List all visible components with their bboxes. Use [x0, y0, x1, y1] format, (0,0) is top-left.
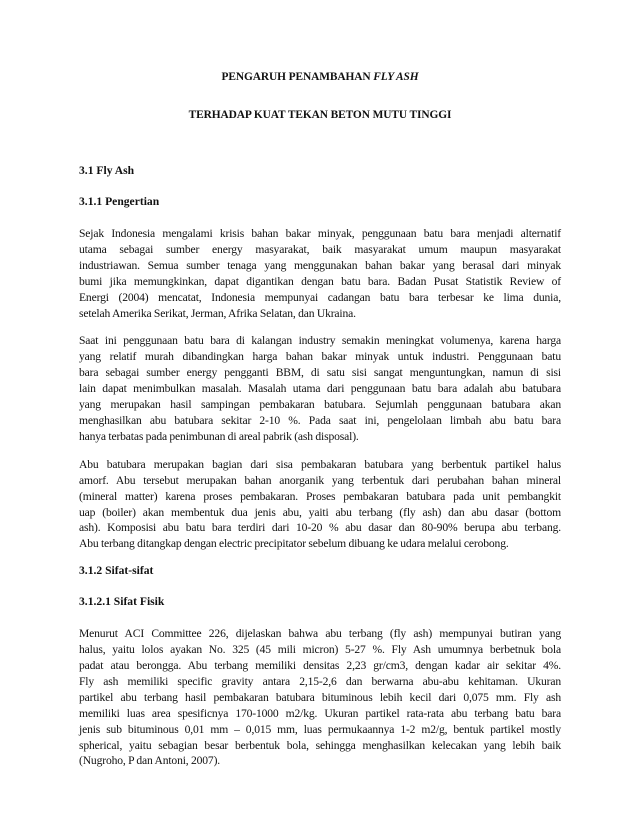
- paragraph-line: hanya terbatas pada penimbunan di areal pabrik (ash disposal).: [79, 429, 359, 443]
- paragraph-line: bumi jika memungkinkan, dapat digantikan dengan batu bara. Badan Pusat Statistik Review of: [79, 274, 561, 288]
- paragraph-line: uap (boiler) akan membentuk dua jenis abu, yaiti abu terbang (fly ash) dan abu dasar (bottom: [79, 505, 561, 519]
- section-heading-3-1-1: 3.1.1 Pengertian: [79, 195, 160, 208]
- paragraph-line: (Nugroho, P dan Antoni, 2007).: [79, 754, 221, 768]
- paragraph-line: menghasilkan abu batubara sekitar 2-10 %. Pada saat ini, pengelolaan limbah abu batu bara: [79, 413, 561, 427]
- paragraph-line: industriawan. Semua sumber tenaga yang menggunakan bahan bakar yang berasal dari minyak: [79, 258, 561, 272]
- paragraph-line: spherical, yaitu sebagian besar berbentuk bola, sehingga menghasilkan kelecakan yang lebih baik: [79, 738, 561, 752]
- paragraph-line: Fly ash memiliki specific gravity antara 2,15-2,6 dan berwarna abu-abu kehitaman. Ukuran: [79, 674, 561, 688]
- paragraph-line: Menurut ACI Committee 226, dijelaskan bahwa abu terbang (fly ash) mempunyai butiran yang: [79, 627, 561, 641]
- document-title-line-1: [79, 70, 561, 84]
- title-italic-term: FLY ASH: [373, 71, 419, 83]
- paragraph-line: yang merupakan hasil sampingan pembakaran batubara. Sejumlah penggunaan batubara akan: [79, 398, 561, 412]
- paragraph-line: (mineral matter) karena proses pembakaran. Proses pembakaran batubara pada unit pembangkit: [79, 489, 561, 503]
- paragraph-line: padat atau berongga. Abu terbang memiliki densitas 2,23 gr/cm3, dengan kadar air sekitar 4%.: [79, 659, 561, 673]
- paragraph-4: [79, 626, 561, 769]
- document-page: [79, 70, 561, 781]
- paragraph-line: ash). Komposisi abu batu bara terdiri dari 10-20 % abu dasar dan 80-90% berupa abu terbang.: [79, 521, 561, 535]
- section-heading-3-1: 3.1 Fly Ash: [79, 164, 135, 177]
- paragraph-line: Sejak Indonesia mengalami krisis bahan bakar minyak, penggunaan batu bara menjadi alternatif: [79, 227, 561, 240]
- paragraph-3: [79, 457, 561, 552]
- paragraph-line: memiliki luas area spesificnya 170-1000 m2/kg. Ukuran partikel rata-rata abu terbang batu bara: [79, 706, 561, 720]
- paragraph-line: jenis sub bituminous 0,01 mm – 0,015 mm, luas permukaannya 1-2 m2/g, bentuk partikel mostly: [79, 722, 561, 736]
- section-heading-3-1-2: 3.1.2 Sifat-sifat: [79, 564, 154, 578]
- paragraph-line: lain dapat menimbulkan masalah. Masalah utama dari penggunaan batu bara adalah abu batubara: [79, 382, 561, 396]
- paragraph-1: [79, 226, 561, 321]
- paragraph-line: yang relatif murah dibandingkan harga bahan bakar minyak untuk industri. Penggunaan batu: [79, 350, 561, 364]
- paragraph-line: amorf. Abu tersebut merupakan bahan anorganik yang terbentuk dari perubahan bahan mineral: [79, 473, 561, 487]
- paragraph-line: bara sebagai sumber energy pengganti BBM, di satu sisi sangat menguntungkan, namun di sisi: [79, 366, 561, 380]
- paragraph-line: partikel abu terbang hasil pembakaran batubara bituminous lebih kecil dari 0,075 mm. Fly ash: [79, 690, 561, 704]
- paragraph-line: halus, yaitu lolos ayakan No. 325 (45 mili micron) 5-27 %. Fly Ash umumnya berbetnuk bola: [79, 643, 561, 657]
- section-heading-3-1-2-1: 3.1.2.1 Sifat Fisik: [79, 595, 165, 609]
- document-title-line-2: TERHADAP KUAT TEKAN BETON MUTU TINGGI: [188, 109, 452, 121]
- paragraph-line: setelah Amerika Serikat, Jerman, Afrika Selatan, dan Ukraina.: [79, 306, 356, 320]
- paragraph-line: Abu terbang ditangkap dengan electric precipitator sebelum dibuang ke udara melalui cerobong.: [79, 537, 509, 551]
- paragraph-line: Saat ini penggunaan batu bara di kalangan industry semakin meningkat volumenya, karena harga: [79, 334, 561, 348]
- paragraph-line: Energi (2004) mencatat, Indonesia mempunyai cadangan batu bara terbesar ke lima dunia,: [79, 290, 561, 304]
- title-prefix: PENGARUH PENAMBAHAN: [221, 71, 374, 83]
- paragraph-line: Abu batubara merupakan bagian dari sisa pembakaran batubara yang berbentuk partikel halus: [79, 457, 561, 471]
- paragraph-2: [79, 333, 561, 444]
- paragraph-line: utama sebagai sumber energy masyarakat, baik masyarakat umum maupun masyarakat: [79, 242, 561, 256]
